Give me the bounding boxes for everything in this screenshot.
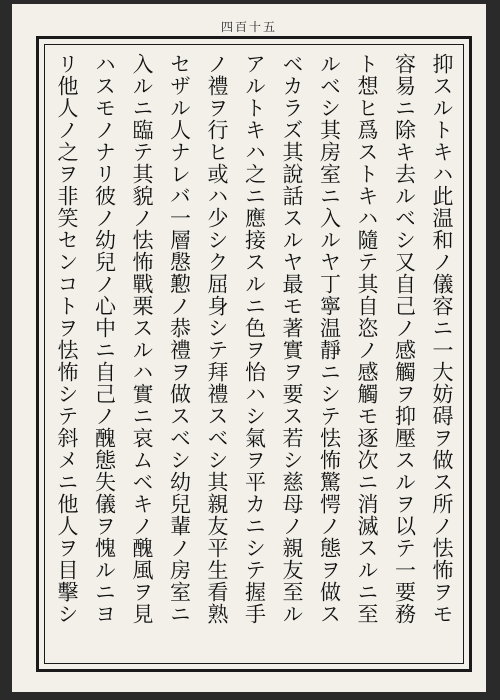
text-column: セザル人ナレバ一層慇懃ノ恭禮ヲ做スベシ幼兒輩ノ房室ニ: [167, 53, 192, 625]
text-column: 入ルニ臨テ其貌ノ怯怖戰栗スルハ實ニ哀ムベキノ醜風ヲ見: [130, 53, 154, 625]
page-number: 四百十五: [220, 20, 277, 34]
text-column: 容易ニ除キ去ルベシ又自己ノ感觸ヲ抑壓スルヲ以テ一要務: [392, 53, 417, 625]
text-column: リ他人ノ之ヲ非笑センコトヲ怯怖シテ斜メニ他人ヲ目擊シ: [55, 53, 79, 625]
text-column: ノ禮ヲ行ヒ或ハ少シク屈身シテ拜禮スベシ其親友平生看熟: [205, 53, 229, 625]
text-body: [53, 53, 455, 655]
text-frame-inner: [44, 44, 464, 664]
text-frame: [36, 36, 472, 672]
text-column: ハスモノナリ彼ノ幼兒ノ心中ニ自己ノ醜態失儀ヲ愧ルニヨ: [92, 53, 117, 625]
text-column: ト想ヒ爲ストキハ隨テ其自恣ノ感觸モ逐次ニ消滅スルニ至: [355, 53, 379, 625]
book-page: [12, 4, 486, 692]
text-column: ルベシ其房室ニ入ルヤ丁寧温靜ニシテ怯怖驚愕ノ態ヲ做ス: [317, 53, 342, 625]
text-column: 抑スルトキハ此温和ノ儀容ニ一大妨碍ヲ做ス所ノ怯怖ヲモ: [430, 53, 454, 625]
text-column: アルトキハ之ニ應接スルニ色ヲ怡ハシ氣ヲ平カニシテ握手: [242, 53, 267, 625]
text-column: ベカラズ其說話スルヤ最モ著實ヲ要ス若シ慈母ノ親友至ル: [280, 53, 304, 625]
